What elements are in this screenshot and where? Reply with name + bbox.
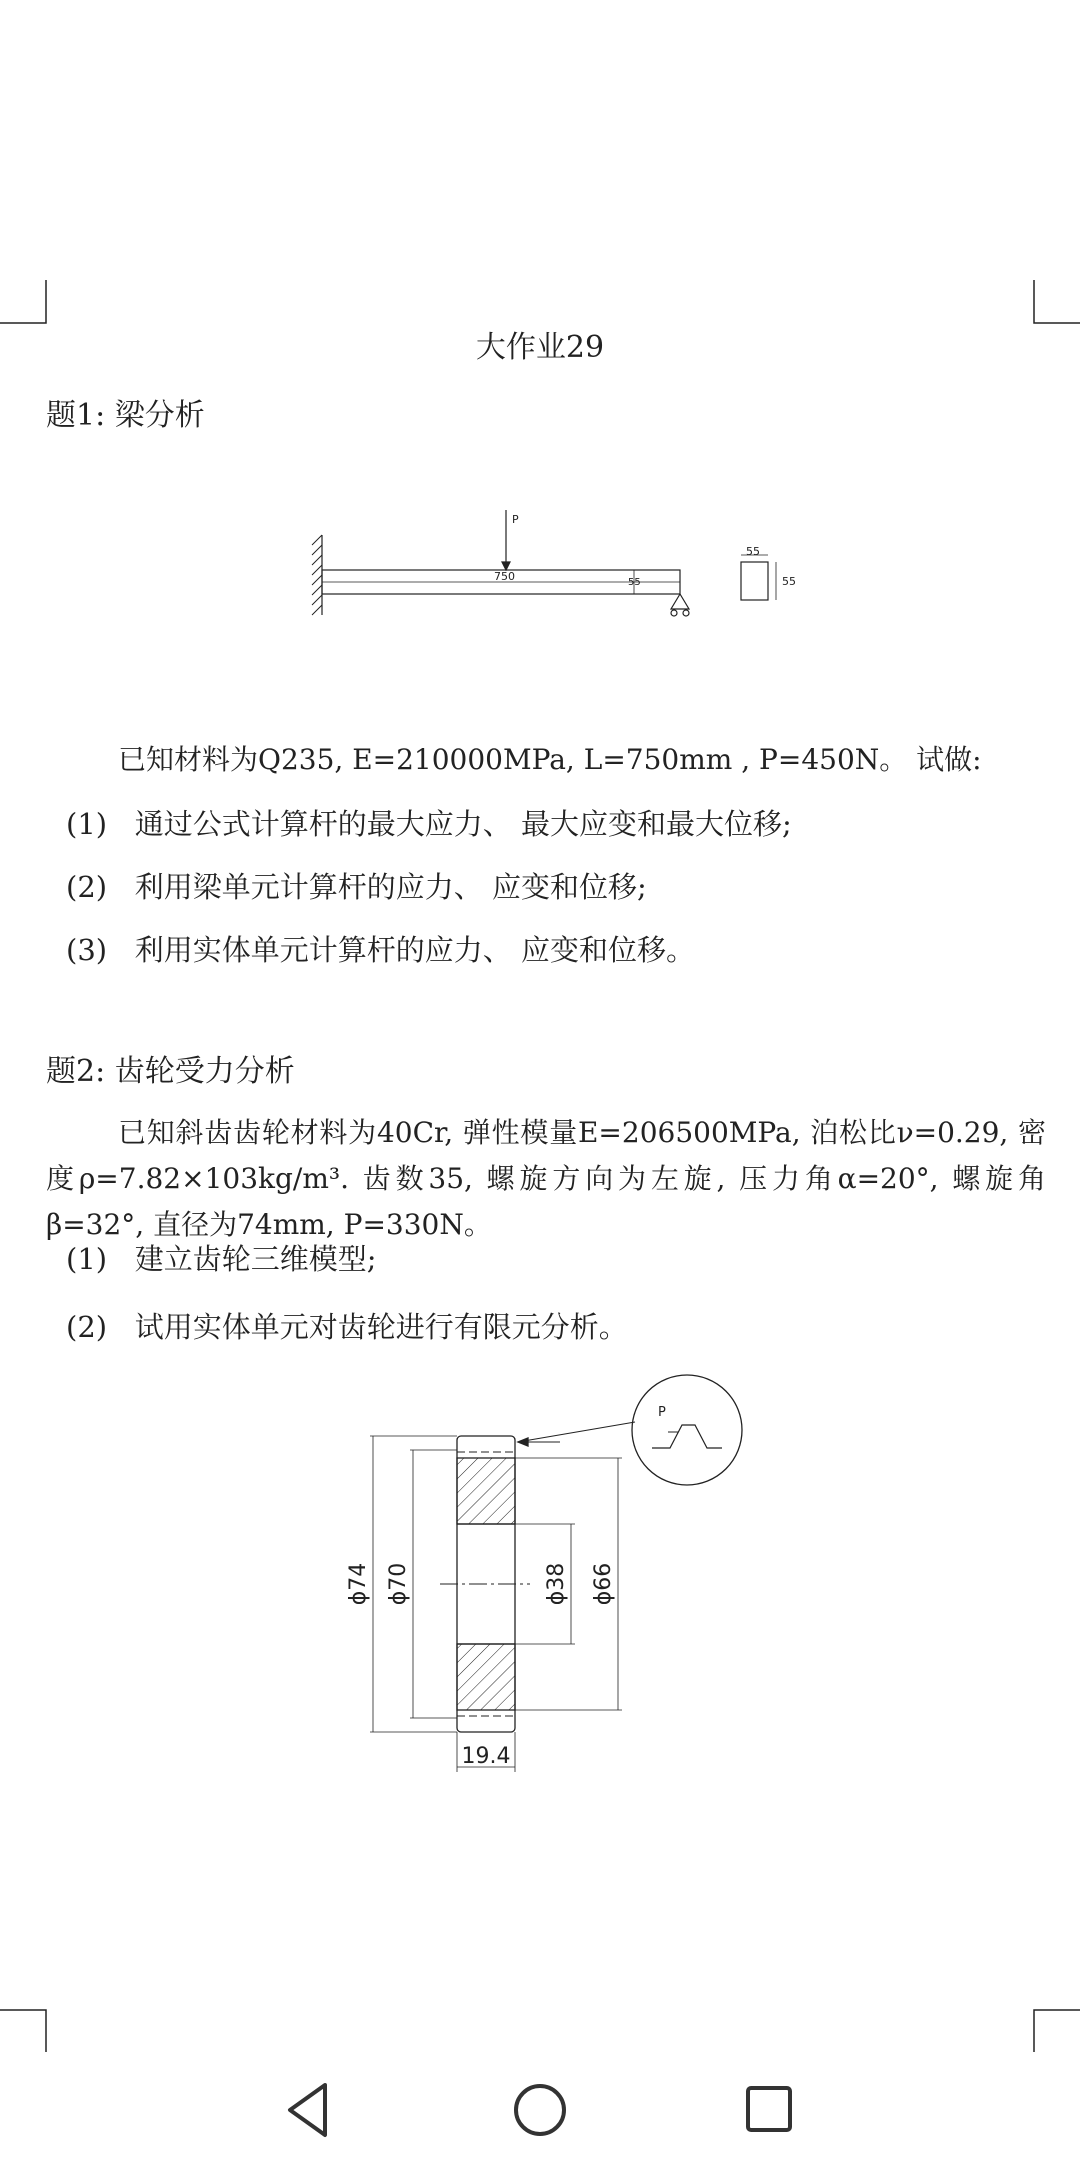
back-icon[interactable] <box>290 2085 325 2135</box>
task-text: 利用实体单元计算杆的应力、 应变和位移。 <box>134 933 695 967</box>
task-number: (2) <box>66 870 108 904</box>
problem1-task-3 <box>66 928 695 969</box>
problem1-heading: 题1: 梁分析 <box>46 398 205 433</box>
problem2-task-1 <box>66 1237 377 1278</box>
problem1-given: 已知材料为Q235, E=210000MPa, L=750mm , P=450N。 试做: <box>118 743 982 776</box>
load-label: P <box>512 513 519 526</box>
width-label: 19.4 <box>461 1744 511 1769</box>
d-root-label: ϕ70 <box>386 1562 411 1606</box>
page-title: 大作业29 <box>475 330 605 365</box>
problem2-given: 已知斜齿齿轮材料为40Cr, 弹性模量E=206500MPa, 泊松比ν=0.29, 密度ρ=7.82×103kg/m³. 齿数35, 螺旋方向为左旋, 压力角α=20°, 螺旋角β=32°, 直径为74mm, P=330N。 <box>46 1116 1046 1241</box>
task-text: 试用实体单元对齿轮进行有限元分析。 <box>134 1310 628 1344</box>
detail-label: P <box>658 1405 666 1420</box>
task-text: 建立齿轮三维模型; <box>134 1242 377 1276</box>
home-icon[interactable] <box>516 2086 564 2134</box>
gear-diagram <box>0 1370 1080 1769</box>
problem1-task-1 <box>66 802 792 843</box>
task-number: (3) <box>66 933 108 967</box>
section-width-label: 55 <box>746 545 760 558</box>
task-text: 通过公式计算杆的最大应力、 最大应变和最大位移; <box>134 807 792 841</box>
length-label: 750 <box>494 570 515 583</box>
task-number: (1) <box>66 807 108 841</box>
task-number: (2) <box>66 1310 108 1344</box>
navigation-bar <box>0 2060 1080 2160</box>
task-text: 利用梁单元计算杆的应力、 应变和位移; <box>134 870 647 904</box>
d-outer-label: ϕ74 <box>346 1562 371 1606</box>
beam-diagram <box>0 505 1080 645</box>
task-number: (1) <box>66 1242 108 1276</box>
d-hub-label: ϕ66 <box>591 1562 616 1606</box>
section-height-label: 55 <box>782 575 796 588</box>
problem1-task-2 <box>66 865 647 906</box>
height-label: 55 <box>628 577 641 588</box>
problem2-heading: 题2: 齿轮受力分析 <box>46 1054 295 1089</box>
problem2-task-2 <box>66 1305 628 1346</box>
d-bore-label: ϕ38 <box>544 1562 569 1606</box>
recents-icon[interactable] <box>748 2088 790 2130</box>
